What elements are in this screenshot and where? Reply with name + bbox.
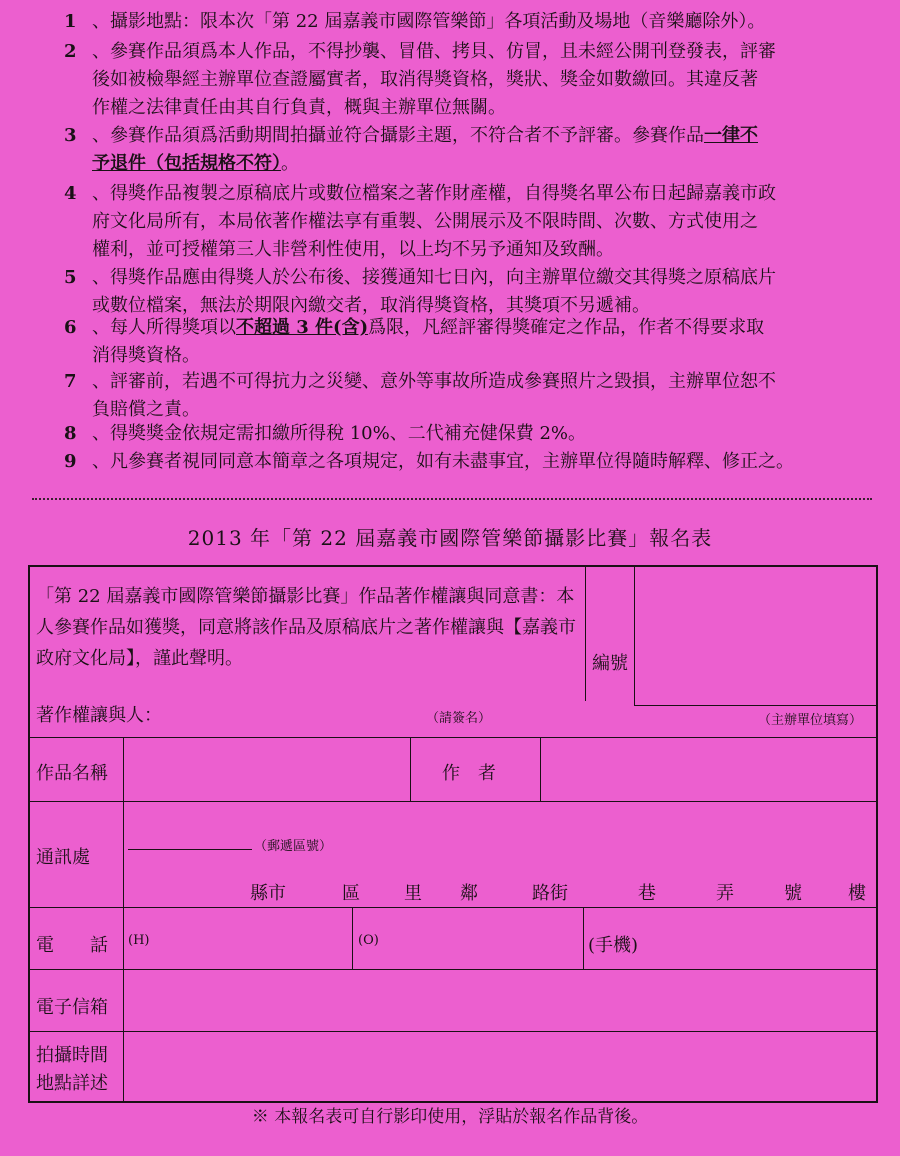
address-part: 縣市 — [250, 883, 286, 904]
row-divider — [30, 907, 878, 908]
col-divider — [410, 737, 411, 801]
rule-text-part: 、參賽作品須爲活動期間拍攝並符合攝影主題，不符合者不予評審。參賽作品 — [92, 125, 704, 146]
row-divider — [30, 969, 878, 970]
rule-number: 1 — [64, 11, 77, 32]
address-part: 鄰 — [460, 883, 478, 904]
rule-text-part: 、每人所得獎項以 — [92, 317, 236, 338]
col-divider — [352, 907, 353, 969]
rule-text: 、得獎作品複製之原稿底片或數位檔案之著作財產權，自得獎名單公布日起歸嘉義市政 府文化局所有，本局依著作權法享有重製、公開展示及不限時間、次數、方式使用之 權利，並可授權第三人非營利性使用，以上均不另予通知及致酬。 — [92, 183, 776, 260]
rule-number: 7 — [64, 371, 77, 392]
row-divider — [634, 705, 878, 706]
rule-text: 、得獎作品應由得獎人於公布後、接獲通知七日內，向主辦單位繳交其得獎之原稿底片 或數位檔案，無法於期限內繳交者，取消得獎資格，其獎項不另遞補。 — [92, 267, 776, 316]
shoot-info-label: 拍攝時間 — [36, 1045, 108, 1066]
col-divider — [634, 567, 635, 705]
address-part: 區 — [342, 883, 360, 904]
col-divider — [123, 737, 124, 1103]
rule-text — [92, 122, 852, 178]
cut-line-divider — [32, 498, 872, 500]
address-part: 弄 — [716, 883, 734, 904]
rule-number: 6 — [64, 317, 77, 338]
email-label: 電子信箱 — [36, 997, 108, 1018]
author-label: 作 者 — [442, 763, 496, 784]
postal-code-line — [128, 849, 252, 850]
address-part: 巷 — [638, 883, 656, 904]
rule-text: 、攝影地點：限本次「第 22 屆嘉義市國際管樂節」各項活動及場地（音樂廳除外）。 — [92, 11, 766, 32]
copyright-consent-text: 「第 22 屆嘉義市國際管樂節攝影比賽」作品著作權讓與同意書：本人參賽作品如獲獎，同意將該作品及原稿底片之著作權讓與【嘉義市政府文化局】，謹此聲明。 — [36, 586, 576, 669]
serial-label: 編號 — [592, 653, 628, 674]
rule-text: 、參賽作品須爲本人作品，不得抄襲、冒借、拷貝、仿冒，且未經公開刊登發表，評審 後如被檢舉經主辦單位查證屬實者，取消得獎資格，獎狀、獎金如數繳回。其違反著 作權之法律責任由其自行負責，概與主辦單位無關。 — [92, 41, 776, 118]
rule-emphasis: 不超過 3 件(含) — [236, 317, 369, 338]
signature-note: （請簽名） — [426, 711, 492, 726]
assignor-label: 著作權讓與人： — [36, 705, 162, 726]
rule-number: 9 — [64, 451, 77, 472]
col-divider — [583, 907, 584, 969]
rule-number: 2 — [64, 41, 77, 62]
phone-mobile-label: (手機) — [588, 935, 639, 956]
registration-form — [28, 565, 878, 1103]
rule-number: 4 — [64, 183, 77, 204]
rule-text — [92, 314, 852, 370]
address-part: 里 — [404, 883, 422, 904]
address-part: 號 — [784, 883, 802, 904]
row-divider — [30, 737, 878, 738]
row-divider — [30, 1031, 878, 1032]
rule-number: 8 — [64, 423, 77, 444]
rule-text: 、得獎獎金依規定需扣繳所得稅 10%、二代補充健保費 2%。 — [92, 423, 587, 444]
phone-office-label: (O) — [358, 933, 379, 948]
rule-text-part: 。 — [281, 153, 299, 174]
phone-label: 電 話 — [36, 935, 108, 956]
phone-home-label: (H) — [128, 933, 150, 948]
form-title: 2013 年「第 22 屆嘉義市國際管樂節攝影比賽」報名表 — [187, 526, 713, 550]
shoot-info-label: 地點詳述 — [36, 1073, 108, 1094]
rule-number: 5 — [64, 267, 77, 288]
rule-emphasis: 一律不 予退件（包括規格不符） — [92, 125, 758, 174]
footer-note: ※ 本報名表可自行影印使用，浮貼於報名作品背後。 — [251, 1107, 649, 1127]
work-name-label: 作品名稱 — [36, 763, 108, 784]
row-divider — [30, 801, 878, 802]
col-divider — [540, 737, 541, 801]
address-part: 路街 — [532, 883, 568, 904]
postal-note: （郵遞區號） — [254, 839, 333, 854]
rule-text-part: 爲限，凡經評審得獎確定之作品，作者不得要求取 消得獎資格。 — [92, 317, 765, 366]
organizer-note: （主辦單位填寫） — [758, 713, 863, 728]
rule-text: 、凡參賽者視同同意本簡章之各項規定，如有未盡事宜，主辦單位得隨時解釋、修正之。 — [92, 451, 794, 472]
address-part: 樓 — [848, 883, 866, 904]
rule-text: 、評審前，若遇不可得抗力之災變、意外等事故所造成參賽照片之毀損，主辦單位恕不 負賠償之責。 — [92, 371, 776, 420]
rule-number: 3 — [64, 125, 77, 146]
address-label: 通訊處 — [36, 847, 90, 868]
